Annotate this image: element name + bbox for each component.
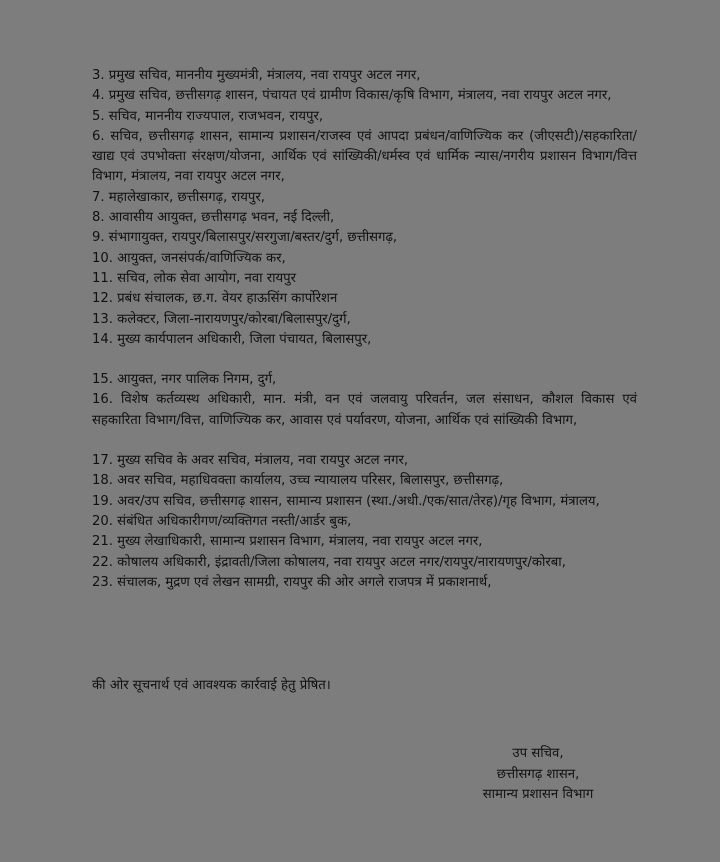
signature-block <box>448 744 628 806</box>
list-item: 15. आयुक्त, नगर पालिक निगम, दुर्ग, <box>92 372 277 388</box>
spacer <box>92 431 637 451</box>
list-item: 20. संबंधित अधिकारीगण/व्यक्तिगत नस्ती/आर्डर बुक, <box>92 513 352 529</box>
signatory-government: छत्तीसगढ़ शासन, <box>496 766 580 782</box>
list-item: 10. आयुक्त, जनसंपर्क/वाणिज्यिक कर, <box>92 250 286 266</box>
distribution-list <box>92 66 637 593</box>
list-item: 9. संभागायुक्त, रायपुर/बिलासपुर/सरगुजा/बस्तर/दुर्ग, छत्तीसगढ़, <box>92 230 398 246</box>
list-item: 14. मुख्य कार्यपालन अधिकारी, जिला पंचायत, बिलासपुर, <box>92 331 372 347</box>
list-item: 17. मुख्य सचिव के अवर सचिव, मंत्रालय, नवा रायपुर अटल नगर, <box>92 453 409 469</box>
list-item: 12. प्रबंध संचालक, छ.ग. वेयर हाऊसिंग कार्पोरेशन <box>92 291 338 307</box>
list-item: 5. सचिव, माननीय राज्यपाल, राजभवन, रायपुर, <box>92 108 324 124</box>
list-item: 22. कोषालय अधिकारी, इंद्रावती/जिला कोषालय, नवा रायपुर अटल नगर/रायपुर/नारायणपुर/कोरबा, <box>92 554 566 570</box>
closing-line: की ओर सूचनार्थ एवं आवश्यक कार्रवाई हेतु प्रेषित। <box>92 678 331 693</box>
list-item: 4. प्रमुख सचिव, छत्तीसगढ़ शासन, पंचायत एवं ग्रामीण विकास/कृषि विभाग, मंत्रालय, नवा रायपुर अटल नगर, <box>92 88 612 104</box>
list-item: 3. प्रमुख सचिव, माननीय मुख्यमंत्री, मंत्रालय, नवा रायपुर अटल नगर, <box>92 68 421 83</box>
list-item: 11. सचिव, लोक सेवा आयोग, नवा रायपुर <box>92 270 297 286</box>
list-item: 8. आवासीय आयुक्त, छत्तीसगढ़ भवन, नई दिल्ली, <box>92 210 335 226</box>
list-item: 13. कलेक्टर, जिला-नारायणपुर/कोरबा/बिलासपुर/दुर्ग, <box>92 311 351 327</box>
list-item: 6. सचिव, छत्तीसगढ़ शासन, सामान्य प्रशासन/राजस्व एवं आपदा प्रबंधन/वाणिज्यिक कर (जीएसटी)/सहकारिता/खाद्य एवं उपभोक्ता संरक्षण/योजना, आर्थिक एवं सांख्यिकी/धर्मस्व एवं धार्मिक न्यास/नगरीय प्रशासन विभाग/वित्त विभाग, मंत्रालय, नवा रायपुर अटल नगर, <box>92 128 637 185</box>
signatory-department: सामान्य प्रशासन विभाग <box>482 787 594 802</box>
list-item: 19. अवर/उप सचिव, छत्तीसगढ़ शासन, सामान्य प्रशासन (स्था./अधी./एक/सात/तेरह)/गृह विभाग, मंत्रालय, <box>92 493 600 509</box>
list-item: 18. अवर सचिव, महाधिवक्ता कार्यालय, उच्च न्यायालय परिसर, बिलासपुर, छत्तीसगढ़, <box>92 473 504 489</box>
spacer <box>92 350 637 370</box>
signatory-designation: उप सचिव, <box>512 746 564 761</box>
list-item: 16. विशेष कर्तव्यस्थ अधिकारी, मान. मंत्री, वन एवं जलवायु परिवर्तन, जल संसाधन, कौशल विकास एवं सहकारिता विभाग/वित्त, वाणिज्यिक कर, आवास एवं पर्यावरण, योजना, आर्थिक एवं सांख्यिकी विभाग, <box>92 392 637 428</box>
list-item: 7. महालेखाकार, छत्तीसगढ़, रायपुर, <box>92 189 265 205</box>
list-item: 21. मुख्य लेखाधिकारी, सामान्य प्रशासन विभाग, मंत्रालय, नवा रायपुर अटल नगर, <box>92 534 483 550</box>
list-item: 23. संचालक, मुद्रण एवं लेखन सामग्री, रायपुर की ओर अगले राजपत्र में प्रकाशनार्थ, <box>92 574 492 590</box>
